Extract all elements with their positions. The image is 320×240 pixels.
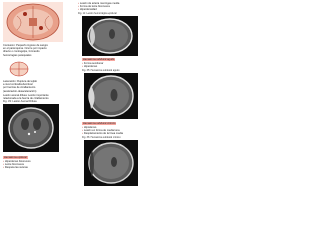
left-block-1-line-1: Contusion: Pequeño ingreso de sangre	[3, 44, 48, 47]
ct-scan-right-2-svg	[84, 73, 138, 119]
brain-diagram	[3, 2, 63, 42]
right-fig-caption-1: Fig. 11: Lesión hemorrágica epidural	[78, 12, 117, 15]
ct-scan-right-3-svg	[84, 140, 138, 186]
left-block-2	[3, 80, 37, 93]
bottom-left-bullets	[3, 160, 31, 170]
left-block-2-line-1: Laceración: Ruptura de tejido	[3, 80, 37, 83]
right-bullet-2-2: ▪ Hiperdenso	[82, 65, 103, 68]
right-fig-caption-2: Fig. 35: Hematoma subdural agudo	[82, 69, 120, 72]
bottom-left-bullet-3: ▪ Respeta las suturas	[3, 166, 31, 169]
right-top-bullets	[78, 2, 119, 12]
left-block-3	[3, 94, 49, 104]
bottom-left-label	[3, 156, 28, 159]
left-block-1	[3, 44, 48, 57]
right-label-3-wrap	[82, 122, 116, 125]
brain-diagram-svg	[3, 2, 63, 42]
left-block-3-line-2: relacionada a la fuerza de cizallamiento	[3, 97, 49, 101]
left-block-1-line-3: directo o contragolpe, formando	[3, 50, 40, 54]
left-block-2-line-3: por fuerzas de cizallamiento	[3, 86, 36, 90]
right-bullets-3	[82, 126, 123, 136]
right-top-bullet-1: ▪ Lesión de arteria meníngea media	[78, 2, 119, 5]
left-block-3-line-1: Lesión axonal difusa: Lesión importante	[3, 94, 49, 97]
right-bullet-3-3: ▪ Desplazamiento de la línea media	[82, 132, 123, 135]
left-block-1-line-2: en el parénquima. Ocurre por impacto	[3, 47, 47, 51]
right-top-bullet-2: ▪ Forma de lente biconvexa	[78, 5, 119, 8]
right-fig-caption-3: Fig. 36: Hematoma subdural crónico	[82, 136, 121, 139]
right-bullet-3-2: ▪ Lesión en forma de media luna	[82, 129, 123, 132]
ct-scan-right-3	[84, 140, 138, 186]
ct-scan-right-1	[82, 16, 138, 56]
ct-scan-right-1-svg	[82, 16, 138, 56]
right-bullet-2-1: ▪ Forma semilunar	[82, 62, 103, 65]
right-label-2: Hematoma subdural agudo	[83, 58, 115, 61]
bottom-left-bullet-2: ▪ Lente biconvexa	[3, 163, 31, 166]
left-block-2-line-2: a nivel cortical/subcortical	[3, 83, 33, 87]
ct-scan-left	[3, 104, 59, 152]
ct-scan-right-2	[84, 73, 138, 119]
left-block-1-line-4: hemorragias petequiales	[3, 53, 32, 57]
right-label-3: Hematoma subdural crónico	[83, 122, 116, 125]
right-label-2-wrap	[82, 58, 115, 61]
left-block-2-line-4: (aceleración-desaceleración)	[3, 89, 37, 93]
right-bullets-2	[82, 62, 103, 68]
bottom-left-label-text: Hematoma epidural	[4, 156, 27, 159]
left-block-3-line-3: Fig. 33: Lesión Axonal Difusa	[3, 100, 37, 104]
head-diagram	[8, 60, 30, 78]
head-diagram-svg	[8, 60, 30, 78]
right-bullet-3-1: ▪ Hipodenso	[82, 126, 123, 129]
ct-scan-left-svg	[3, 104, 59, 152]
bottom-left-bullet-1: ▪ Hiperdenso biconvexo	[3, 160, 31, 163]
right-top-bullet-3: ▪ Hiperdensidad	[78, 8, 119, 11]
